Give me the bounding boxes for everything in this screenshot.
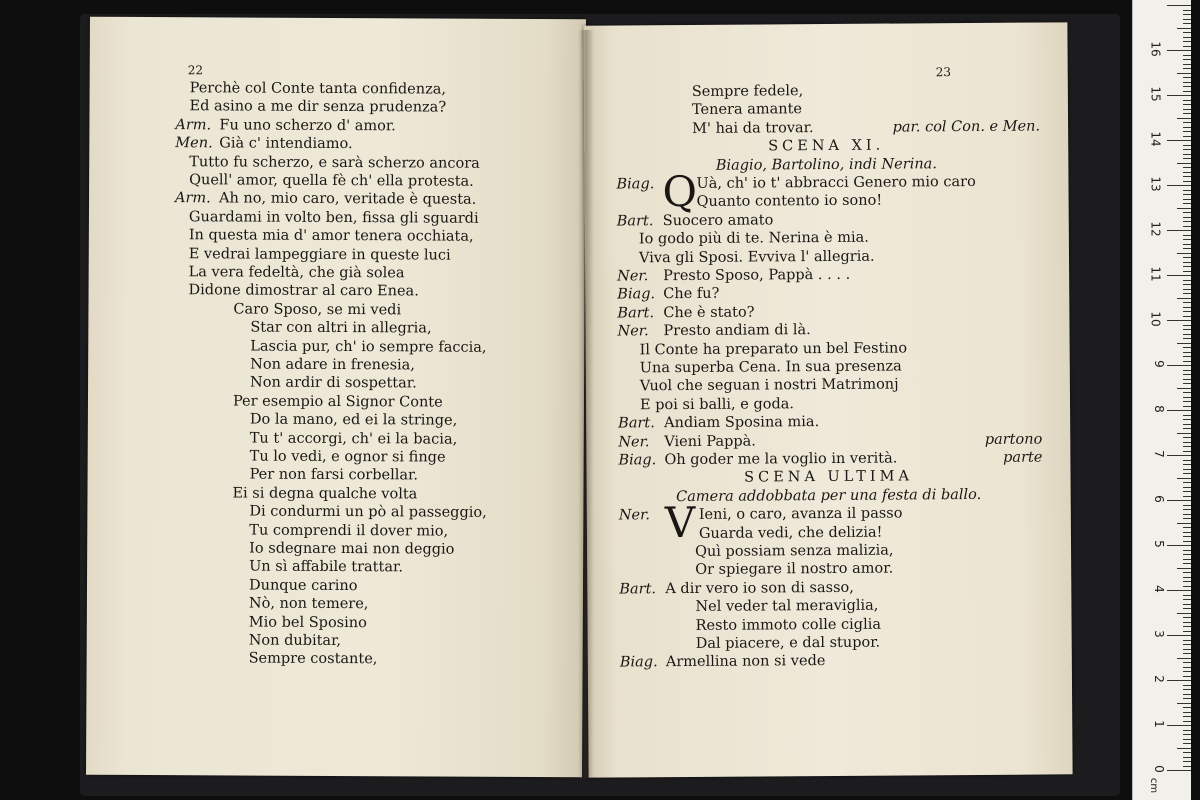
ruler-tick bbox=[1183, 190, 1191, 191]
speaker-label: Biag. bbox=[616, 176, 655, 193]
verse-line: Non dubitar, bbox=[248, 632, 342, 650]
ruler-tick bbox=[1183, 469, 1191, 470]
ruler-tick bbox=[1183, 671, 1191, 672]
verse-line: Caro Sposo, se mi vedi bbox=[233, 301, 402, 319]
ruler-tick bbox=[1183, 572, 1191, 573]
ruler-tick bbox=[1183, 734, 1191, 735]
verse-line: Tutto fu scherzo, e sarà scherzo ancora bbox=[189, 153, 480, 172]
ruler-tick bbox=[1177, 478, 1191, 479]
verse-line: Uà, ch' io t' abbracci Genero mio caro bbox=[696, 173, 976, 192]
ruler-tick bbox=[1167, 410, 1191, 411]
ruler-number: 8 bbox=[1152, 405, 1167, 413]
ruler-tick bbox=[1183, 19, 1191, 20]
ruler-tick bbox=[1167, 590, 1191, 591]
speaker-label: Arm. bbox=[174, 190, 211, 207]
speaker-label: Biag. bbox=[617, 286, 656, 303]
ruler-tick bbox=[1183, 653, 1191, 654]
ruler-tick bbox=[1183, 271, 1191, 272]
verse-line: Quanto contento io sono! bbox=[696, 193, 883, 211]
ruler-tick bbox=[1183, 689, 1191, 690]
ruler-tick bbox=[1183, 622, 1191, 623]
ruler-tick bbox=[1183, 626, 1191, 627]
verse-line: Lascia pur, ch' io sempre faccia, bbox=[250, 338, 487, 356]
ruler-number: 4 bbox=[1152, 585, 1167, 593]
ruler-tick bbox=[1177, 613, 1191, 614]
ruler-tick bbox=[1183, 145, 1191, 146]
verse-line: Nò, non temere, bbox=[248, 595, 369, 613]
scene-subheading: Camera addobbata per una festa di ballo. bbox=[676, 486, 982, 505]
ruler-tick bbox=[1183, 424, 1191, 425]
ruler-tick bbox=[1167, 50, 1191, 51]
ruler-tick bbox=[1177, 73, 1191, 74]
ruler-tick bbox=[1183, 536, 1191, 537]
ruler-tick bbox=[1183, 559, 1191, 560]
ruler-unit: cm bbox=[1147, 777, 1159, 794]
ruler-tick bbox=[1183, 442, 1191, 443]
ruler-tick bbox=[1167, 635, 1191, 636]
ruler-tick bbox=[1183, 401, 1191, 402]
ruler-tick bbox=[1183, 721, 1191, 722]
ruler-tick bbox=[1183, 226, 1191, 227]
ruler-tick bbox=[1183, 91, 1191, 92]
ruler-tick bbox=[1183, 77, 1191, 78]
ruler-number: 1 bbox=[1152, 720, 1167, 728]
ruler-tick bbox=[1183, 640, 1191, 641]
ruler-tick bbox=[1183, 577, 1191, 578]
ruler-tick bbox=[1183, 649, 1191, 650]
measuring-ruler bbox=[1132, 0, 1191, 800]
speaker-label: Ner. bbox=[617, 268, 649, 285]
ruler-tick bbox=[1183, 707, 1191, 708]
verse-line: Resto immoto colle ciglia bbox=[695, 616, 882, 634]
verse-line: E vedrai lampeggiare in queste luci bbox=[188, 245, 451, 264]
ruler-tick bbox=[1183, 473, 1191, 474]
ruler-tick bbox=[1183, 167, 1191, 168]
ruler-number: 2 bbox=[1152, 675, 1167, 683]
verse-line: Che fu? bbox=[663, 286, 720, 303]
speaker-label: Bart. bbox=[618, 415, 655, 432]
ruler-tick bbox=[1183, 370, 1191, 371]
ruler-tick bbox=[1183, 586, 1191, 587]
ruler-tick bbox=[1183, 64, 1191, 65]
ruler-tick bbox=[1177, 163, 1191, 164]
verse-line: Io sdegnare mai non deggio bbox=[249, 540, 455, 558]
ruler-tick bbox=[1183, 464, 1191, 465]
verse-line: Io godo più di te. Nerina è mia. bbox=[638, 229, 869, 248]
speaker-label: Ner. bbox=[617, 323, 649, 340]
left-page bbox=[86, 17, 586, 778]
ruler-tick bbox=[1183, 55, 1191, 56]
verse-line: Ed asino a me dir senza prudenza? bbox=[189, 98, 447, 116]
ruler-tick bbox=[1183, 712, 1191, 713]
verse-line: Non adare in frenesia, bbox=[250, 356, 415, 374]
ruler-tick bbox=[1183, 248, 1191, 249]
ruler-tick bbox=[1183, 257, 1191, 258]
ruler-tick bbox=[1183, 316, 1191, 317]
ruler-tick bbox=[1167, 275, 1191, 276]
stage-direction: parte bbox=[1003, 449, 1043, 466]
speaker-label: Biag. bbox=[619, 654, 658, 671]
verse-line: Una superba Cena. In sua presenza bbox=[639, 358, 902, 377]
ruler-tick bbox=[1183, 374, 1191, 375]
ruler-tick bbox=[1183, 41, 1191, 42]
ruler-tick bbox=[1183, 293, 1191, 294]
ruler-tick bbox=[1183, 383, 1191, 384]
ruler-tick bbox=[1183, 14, 1191, 15]
verse-line: In questa mia d' amor tenera occhiata, bbox=[188, 227, 474, 245]
verse-line: Presto andiam di là. bbox=[663, 322, 811, 340]
ruler-tick bbox=[1183, 392, 1191, 393]
verse-line: E poi si balli, e goda. bbox=[639, 396, 795, 414]
ruler-number: 15 bbox=[1148, 86, 1163, 102]
ruler-tick bbox=[1183, 662, 1191, 663]
right-page bbox=[583, 22, 1072, 777]
ruler-tick bbox=[1183, 176, 1191, 177]
ruler-number: 11 bbox=[1148, 266, 1163, 282]
speaker-label: Bart. bbox=[617, 305, 655, 322]
ruler-tick bbox=[1177, 748, 1191, 749]
ruler-tick bbox=[1177, 703, 1191, 704]
ruler-tick bbox=[1183, 280, 1191, 281]
verse-line: Armellina non si vede bbox=[665, 653, 826, 671]
ruler-tick bbox=[1183, 518, 1191, 519]
ruler-tick bbox=[1183, 266, 1191, 267]
stage-direction: partono bbox=[984, 431, 1043, 448]
ruler-tick bbox=[1183, 352, 1191, 353]
ruler-tick bbox=[1183, 154, 1191, 155]
ruler-tick bbox=[1167, 140, 1191, 141]
ruler-tick bbox=[1167, 725, 1191, 726]
ruler-tick bbox=[1183, 685, 1191, 686]
verse-line: Ah no, mio caro, veritade è questa. bbox=[218, 190, 477, 209]
ruler-tick bbox=[1183, 599, 1191, 600]
speaker-label: Arm. bbox=[175, 116, 212, 134]
verse-line: Andiam Sposina mia. bbox=[664, 414, 820, 432]
verse-line: Ei si degna qualche volta bbox=[232, 485, 418, 503]
ruler-number: 6 bbox=[1152, 495, 1167, 503]
ruler-number: 5 bbox=[1152, 540, 1167, 548]
ruler-tick bbox=[1183, 491, 1191, 492]
ruler-tick bbox=[1183, 698, 1191, 699]
ruler-tick bbox=[1167, 545, 1191, 546]
verse-line: M' hai da trovar. bbox=[692, 119, 814, 137]
verse-line: Oh goder me la voglio in verità. bbox=[664, 450, 898, 469]
ruler-tick bbox=[1183, 356, 1191, 357]
verse-line: Non ardir di sospettar. bbox=[250, 374, 417, 392]
ruler-tick bbox=[1183, 550, 1191, 551]
ruler-number: 12 bbox=[1148, 221, 1163, 237]
verse-line: Di condurmi un pò al passeggio, bbox=[249, 503, 487, 521]
ruler-tick bbox=[1183, 203, 1191, 204]
speaker-label: Bart. bbox=[619, 581, 657, 598]
verse-line: A dir vero io son di sasso, bbox=[665, 579, 854, 597]
ruler-tick bbox=[1183, 730, 1191, 731]
ruler-tick bbox=[1183, 131, 1191, 132]
verse-line: Un sì affabile trattar. bbox=[249, 558, 403, 576]
ruler-tick bbox=[1177, 208, 1191, 209]
ruler-tick bbox=[1183, 172, 1191, 173]
ruler-tick bbox=[1183, 487, 1191, 488]
ruler-tick bbox=[1183, 334, 1191, 335]
ruler-tick bbox=[1183, 68, 1191, 69]
ruler-tick bbox=[1177, 28, 1191, 29]
speaker-label: Biag. bbox=[618, 452, 657, 469]
ruler-tick bbox=[1183, 761, 1191, 762]
ruler-number: 9 bbox=[1152, 360, 1167, 368]
ruler-tick bbox=[1183, 122, 1191, 123]
ruler-tick bbox=[1183, 289, 1191, 290]
ruler-tick bbox=[1177, 568, 1191, 569]
ruler-tick bbox=[1183, 239, 1191, 240]
verse-line: Ieni, o caro, avanza il passo bbox=[698, 505, 903, 524]
ruler-tick bbox=[1183, 221, 1191, 222]
ruler-tick bbox=[1183, 446, 1191, 447]
ruler-tick bbox=[1183, 676, 1191, 677]
ruler-tick bbox=[1177, 298, 1191, 299]
ruler-tick bbox=[1183, 59, 1191, 60]
ruler-number: 14 bbox=[1148, 131, 1163, 147]
ruler-tick bbox=[1183, 181, 1191, 182]
ruler-tick bbox=[1183, 347, 1191, 348]
scene-subheading: Biagio, Bartolino, indi Nerina. bbox=[715, 155, 937, 174]
ruler-tick bbox=[1183, 451, 1191, 452]
ruler-tick bbox=[1183, 311, 1191, 312]
ruler-tick bbox=[1167, 185, 1191, 186]
ruler-tick bbox=[1167, 230, 1191, 231]
ruler-tick bbox=[1167, 95, 1191, 96]
drop-cap-letter: V bbox=[664, 498, 696, 548]
page-number-right: 23 bbox=[935, 65, 952, 80]
ruler-tick bbox=[1183, 752, 1191, 753]
ruler-tick bbox=[1183, 397, 1191, 398]
verse-line: Dunque carino bbox=[248, 577, 358, 594]
verse-line: Che è stato? bbox=[663, 304, 755, 321]
ruler-tick bbox=[1183, 460, 1191, 461]
ruler-tick bbox=[1177, 388, 1191, 389]
ruler-tick bbox=[1183, 104, 1191, 105]
ruler-tick bbox=[1167, 455, 1191, 456]
ruler-number: 16 bbox=[1148, 41, 1163, 57]
ruler-tick bbox=[1183, 644, 1191, 645]
ruler-tick bbox=[1183, 541, 1191, 542]
ruler-tick bbox=[1183, 482, 1191, 483]
ruler-tick bbox=[1183, 158, 1191, 159]
ruler-tick bbox=[1177, 433, 1191, 434]
ruler-tick bbox=[1167, 500, 1191, 501]
ruler-tick bbox=[1183, 617, 1191, 618]
ruler-tick bbox=[1177, 658, 1191, 659]
verse-line: Or spiegare il nostro amor. bbox=[695, 560, 894, 579]
verse-line: Guardami in volto ben, fissa gli sguardi bbox=[188, 209, 479, 227]
ruler-tick bbox=[1183, 716, 1191, 717]
scene-heading: SCENA ULTIMA bbox=[744, 468, 913, 486]
ruler-tick bbox=[1183, 262, 1191, 263]
ruler-tick bbox=[1183, 100, 1191, 101]
ruler-tick bbox=[1183, 82, 1191, 83]
verse-line: Viva gli Sposi. Evviva l' allegria. bbox=[638, 248, 875, 266]
ruler-tick bbox=[1167, 320, 1191, 321]
verse-line: Tu t' accorgi, ch' ei la bacia, bbox=[249, 430, 458, 448]
ruler-tick bbox=[1183, 739, 1191, 740]
verse-line: Già c' intendiamo. bbox=[219, 135, 353, 153]
verse-line: Tu comprendi il dover mio, bbox=[249, 522, 449, 540]
ruler-tick bbox=[1183, 302, 1191, 303]
ruler-tick bbox=[1183, 554, 1191, 555]
ruler-tick bbox=[1183, 127, 1191, 128]
ruler-tick bbox=[1183, 437, 1191, 438]
ruler-tick bbox=[1183, 46, 1191, 47]
ruler-tick bbox=[1183, 532, 1191, 533]
ruler-tick bbox=[1183, 149, 1191, 150]
ruler-tick bbox=[1177, 523, 1191, 524]
ruler-tick bbox=[1183, 307, 1191, 308]
ruler-tick bbox=[1183, 631, 1191, 632]
ruler-number: 3 bbox=[1152, 630, 1167, 638]
scene-heading: SCENA XI. bbox=[768, 137, 885, 155]
ruler-tick bbox=[1183, 361, 1191, 362]
verse-line: Guarda vedi, che delizia! bbox=[698, 524, 883, 542]
ruler-tick bbox=[1183, 244, 1191, 245]
verse-line: Tenera amante bbox=[691, 101, 803, 119]
ruler-tick bbox=[1183, 419, 1191, 420]
ruler-tick bbox=[1183, 212, 1191, 213]
book-gutter bbox=[578, 30, 594, 778]
verse-line: Sempre fedele, bbox=[691, 83, 804, 100]
ruler-tick bbox=[1183, 217, 1191, 218]
ruler-tick bbox=[1167, 5, 1191, 6]
speaker-label: Men. bbox=[175, 135, 213, 152]
verse-line: Dal piacere, e dal stupor. bbox=[695, 634, 881, 652]
ruler-tick bbox=[1183, 325, 1191, 326]
ruler-tick bbox=[1167, 365, 1191, 366]
verse-line: Fu uno scherzo d' amor. bbox=[219, 117, 396, 135]
ruler-tick bbox=[1177, 343, 1191, 344]
ruler-tick bbox=[1177, 118, 1191, 119]
ruler-tick bbox=[1183, 23, 1191, 24]
ruler-tick bbox=[1183, 329, 1191, 330]
ruler-tick bbox=[1183, 604, 1191, 605]
ruler-tick bbox=[1183, 199, 1191, 200]
ruler-tick bbox=[1183, 694, 1191, 695]
verse-line: Nel veder tal meraviglia, bbox=[695, 597, 879, 616]
ruler-tick bbox=[1183, 415, 1191, 416]
speaker-label: Ner. bbox=[618, 507, 651, 524]
ruler-tick bbox=[1183, 595, 1191, 596]
ruler-tick bbox=[1183, 667, 1191, 668]
verse-line: Star con altri in allegria, bbox=[250, 319, 432, 337]
ruler-tick bbox=[1183, 338, 1191, 339]
ruler-number: 0 bbox=[1152, 765, 1167, 773]
drop-cap-letter: Q bbox=[662, 166, 698, 217]
ruler-tick bbox=[1183, 32, 1191, 33]
ruler-tick bbox=[1183, 284, 1191, 285]
ruler-tick bbox=[1183, 428, 1191, 429]
ruler-tick bbox=[1183, 379, 1191, 380]
ruler-tick bbox=[1183, 527, 1191, 528]
ruler-tick bbox=[1183, 743, 1191, 744]
verse-line: Mio bel Sposino bbox=[248, 614, 367, 631]
ruler-tick bbox=[1183, 136, 1191, 137]
ruler-number: 10 bbox=[1148, 311, 1163, 327]
verse-line: Vieni Pappà. bbox=[664, 433, 756, 450]
ruler-tick bbox=[1183, 581, 1191, 582]
ruler-tick bbox=[1183, 86, 1191, 87]
verse-line: Per esempio al Signor Conte bbox=[232, 393, 443, 411]
speaker-label: Ner. bbox=[618, 433, 650, 451]
ruler-tick bbox=[1183, 766, 1191, 767]
verse-line: Suocero amato bbox=[662, 212, 774, 229]
ruler-tick bbox=[1167, 680, 1191, 681]
verse-line: Presto Sposo, Pappà . . . . bbox=[663, 266, 851, 285]
ruler-tick bbox=[1183, 563, 1191, 564]
verse-line: Quell' amor, quella fè ch' ella protesta. bbox=[189, 172, 474, 190]
ruler-tick bbox=[1183, 10, 1191, 11]
ruler-tick bbox=[1183, 37, 1191, 38]
verse-line: Perchè col Conte tanta confidenza, bbox=[189, 80, 447, 98]
ruler-tick bbox=[1183, 757, 1191, 758]
ruler-tick bbox=[1183, 514, 1191, 515]
page-number-left: 22 bbox=[187, 63, 204, 78]
stage-direction: par. col Con. e Men. bbox=[892, 118, 1041, 136]
ruler-tick bbox=[1183, 496, 1191, 497]
ruler-tick bbox=[1183, 505, 1191, 506]
ruler-tick bbox=[1183, 194, 1191, 195]
ruler-tick bbox=[1183, 608, 1191, 609]
speaker-label: Bart. bbox=[616, 213, 654, 230]
ruler-number: 13 bbox=[1148, 176, 1163, 192]
ruler-tick bbox=[1183, 113, 1191, 114]
ruler-tick bbox=[1183, 235, 1191, 236]
verse-line: Per non farsi corbellar. bbox=[249, 466, 419, 484]
verse-line: Do la mano, ed ei la stringe, bbox=[249, 411, 458, 429]
ruler-tick bbox=[1183, 109, 1191, 110]
ruler-tick bbox=[1183, 509, 1191, 510]
verse-line: La vera fedeltà, che già solea bbox=[188, 264, 405, 282]
verse-line: Vuol che seguan i nostri Matrimonj bbox=[639, 376, 899, 395]
verse-line: Tu lo vedi, e ognor si finge bbox=[249, 448, 446, 466]
verse-line: Il Conte ha preparato un bel Festino bbox=[639, 340, 908, 358]
ruler-tick bbox=[1177, 253, 1191, 254]
verse-line: Quì possiam senza malizia, bbox=[695, 542, 894, 560]
ruler-tick bbox=[1167, 770, 1191, 771]
verse-line: Sempre costante, bbox=[248, 650, 378, 668]
verse-line: Didone dimostrar al caro Enea. bbox=[188, 282, 419, 300]
ruler-number: 7 bbox=[1152, 450, 1167, 458]
ruler-tick bbox=[1183, 406, 1191, 407]
